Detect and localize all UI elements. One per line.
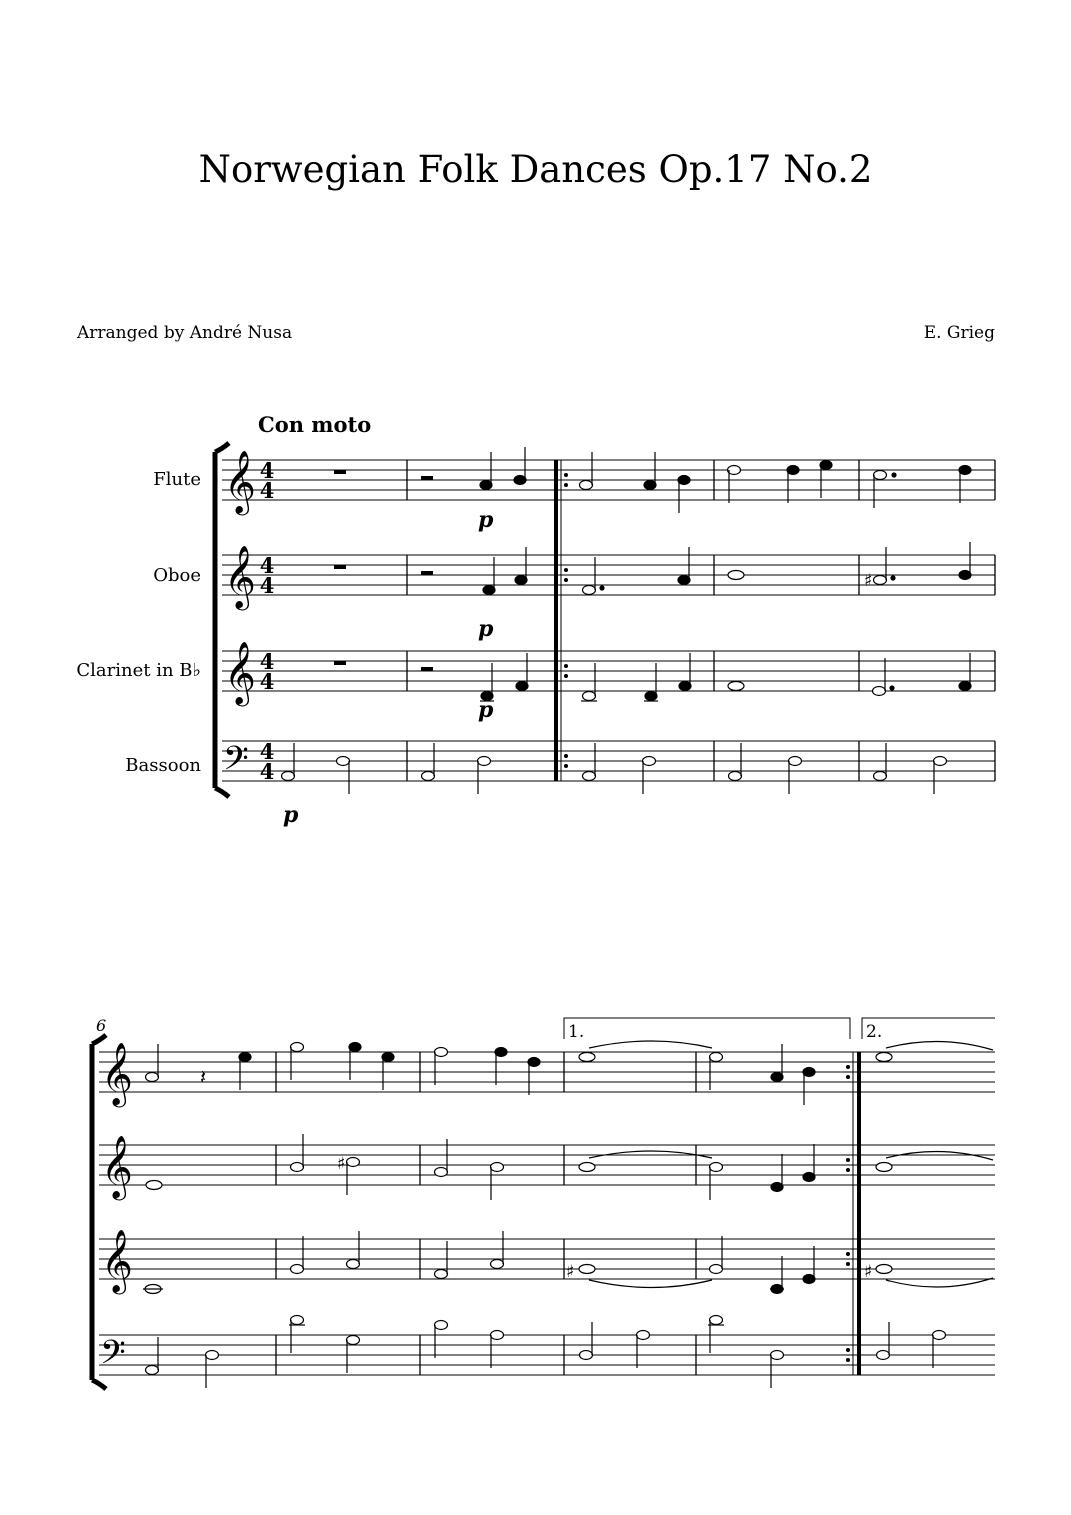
treble-clef-icon: 𝄞 — [101, 1042, 133, 1105]
svg-text:♯: ♯ — [566, 1262, 575, 1282]
treble-clef-icon: 𝄞 — [224, 641, 256, 704]
repeat-end-barline — [846, 1052, 861, 1375]
piece-title: Norwegian Folk Dances Op.17 No.2 — [198, 148, 873, 191]
bassoon-notes — [146, 1316, 946, 1389]
clarinet-notes — [143, 1231, 993, 1294]
instrument-name-bassoon: Bassoon — [125, 755, 201, 776]
treble-clef-icon: 𝄞 — [101, 1135, 133, 1198]
first-ending-label: 1. — [568, 1022, 585, 1042]
instrument-name-clarinet: Clarinet in B♭ — [76, 660, 201, 681]
treble-clef-icon: 𝄞 — [101, 1229, 133, 1292]
arranger-credit: Arranged by André Nusa — [77, 323, 293, 343]
volta-brackets — [564, 1018, 995, 1039]
svg-text:4: 4 — [259, 649, 275, 674]
bass-clef-icon: 𝄢 — [223, 740, 249, 786]
svg-text:4: 4 — [259, 478, 275, 503]
composer-credit: E. Grieg — [923, 323, 995, 343]
svg-text:4: 4 — [259, 553, 275, 578]
system-1 — [76, 412, 995, 828]
treble-clef-icon: 𝄞 — [224, 450, 256, 513]
svg-text:♯: ♯ — [864, 571, 873, 591]
barlines — [407, 460, 995, 781]
flute-notes — [146, 1041, 994, 1105]
repeat-start-barline — [554, 460, 568, 781]
svg-text:p: p — [283, 802, 299, 828]
svg-text:♯: ♯ — [337, 1154, 346, 1174]
measure-number: 6 — [96, 1016, 107, 1035]
instrument-name-flute: Flute — [153, 469, 201, 490]
treble-clef-icon: 𝄞 — [224, 545, 256, 608]
tempo-marking: Con moto — [258, 412, 372, 437]
time-signature — [260, 458, 275, 784]
svg-text:p: p — [478, 697, 494, 723]
bass-clef-icon: 𝄢 — [100, 1334, 126, 1380]
barlines — [276, 1052, 696, 1375]
svg-text:p: p — [478, 616, 494, 642]
clarinet-notes — [480, 653, 971, 701]
svg-text:p: p — [478, 507, 494, 533]
system-2 — [92, 1016, 995, 1389]
svg-text:4: 4 — [259, 458, 275, 483]
svg-text:𝄽: 𝄽 — [200, 1065, 207, 1089]
svg-text:4: 4 — [259, 739, 275, 764]
oboe-notes — [146, 1134, 993, 1200]
staff-lines-clarinet — [222, 651, 995, 691]
svg-text:4: 4 — [259, 669, 275, 694]
svg-text:4: 4 — [259, 573, 275, 598]
second-ending-label: 2. — [866, 1022, 883, 1042]
svg-text:♯: ♯ — [864, 1262, 873, 1282]
svg-text:4: 4 — [259, 759, 275, 784]
instrument-name-oboe: Oboe — [153, 565, 201, 586]
